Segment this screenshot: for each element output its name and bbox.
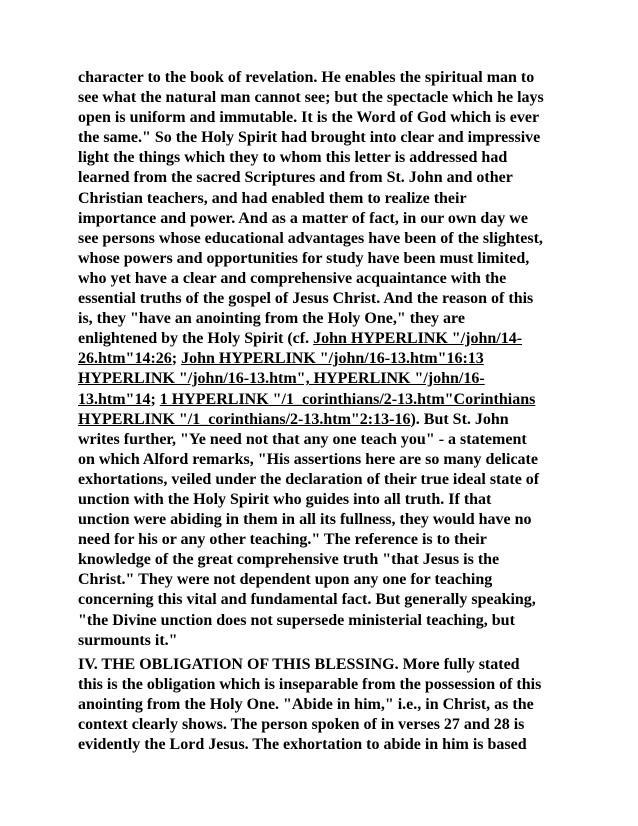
text-line: context clearly shows. The person spoken of in verses 27 and 28 is	[78, 716, 525, 733]
text-line: need for his or any other teaching." The reference is to their	[78, 531, 487, 549]
scripture-link-john-16-13[interactable]: John HYPERLINK "/john/16-13.htm"16:13	[181, 350, 484, 368]
paragraph-obligation	[78, 655, 568, 755]
scripture-link-john-16-13-14[interactable]: HYPERLINK "/john/16-13.htm", HYPERLINK "/john/16-	[78, 370, 485, 388]
text-line: essential truths of the gospel of Jesus Christ. And the reason of this	[78, 290, 534, 308]
text-line: see persons whose educational advantages have been of the slightest,	[78, 229, 543, 247]
paragraph-commentary	[78, 68, 568, 651]
text-line	[78, 390, 568, 410]
text-line: who yet have a clear and comprehensive acquaintance with the	[78, 269, 507, 287]
text-line: concerning this vital and fundamental fact. But generally speaking,	[78, 591, 536, 609]
text-line: writes further, "Ye need not that any one teach you" - a statement	[78, 430, 527, 448]
text-line: open is uniform and immutable. It is the Word of God which is ever	[78, 109, 540, 127]
text-line: the same." So the Holy Spirit had brought into clear and impressive	[78, 129, 541, 147]
text-line: knowledge of the great comprehensive truth "that Jesus is the	[78, 551, 500, 569]
text-line	[78, 369, 568, 389]
text-line: learned from the sacred Scriptures and from St. John and other	[78, 169, 513, 187]
text-line: whose powers and opportunities for study have been must limited,	[78, 249, 530, 267]
text-line: surmounts it."	[78, 631, 178, 649]
text-line	[78, 329, 568, 349]
text-line: see what the natural man cannot see; but the spectacle which he lays	[78, 89, 544, 107]
scripture-link-john-16-13-14-cont[interactable]: 13.htm"14	[78, 390, 151, 408]
text-line: anointing from the Holy One. "Abide in him," i.e., in Christ, as the	[78, 695, 534, 713]
text-line: unction were abiding in them in all its fullness, they would have no	[78, 511, 532, 529]
text-line: Christ." They were not dependent upon any one for teaching	[78, 571, 493, 589]
text-line: exhortations, veiled under the declaration of their true ideal state of	[78, 470, 540, 488]
text-line: on which Alford remarks, "His assertions here are so many delicate	[78, 450, 538, 468]
link-separator: ;	[171, 350, 182, 368]
document-page	[78, 68, 568, 755]
text-line: character to the book of revelation. He enables the spiritual man to	[78, 69, 535, 86]
text-line: this is the obligation which is inseparable from the possession of this	[78, 675, 542, 693]
text-line: importance and power. And as a matter of fact, in our own day we	[78, 209, 528, 227]
text-line: "the Divine unction does not supersede ministerial teaching, but	[78, 611, 515, 629]
text-segment: enlightened by the Holy Spirit (cf.	[78, 330, 314, 348]
text-line: light the things which they to whom this letter is addressed had	[78, 149, 508, 167]
text-line: is, they "have an anointing from the Holy One," they are	[78, 310, 465, 328]
text-line: evidently the Lord Jesus. The exhortation to abide in him is based	[78, 736, 527, 754]
text-line: unction with the Holy Spirit who guides into all truth. If that	[78, 490, 492, 508]
text-line: Christian teachers, and had enabled them to realize their	[78, 189, 467, 207]
text-line	[78, 410, 568, 430]
scripture-link-1-corinthians-2-13-16[interactable]: HYPERLINK "/1_corinthians/2-13.htm"2:13-16	[78, 410, 411, 428]
scripture-link-1-corinthians[interactable]: 1 HYPERLINK "/1_corinthians/2-13.htm"Corinthians	[159, 390, 536, 408]
text-line	[78, 349, 568, 369]
scripture-link-john-14-26-cont[interactable]: 26.htm"14:26	[78, 350, 172, 368]
link-separator: ;	[150, 390, 160, 408]
text-segment: ). But St. John	[410, 410, 509, 428]
scripture-link-john-14-26[interactable]: John HYPERLINK "/john/14-	[313, 330, 523, 348]
section-heading-line: IV. THE OBLIGATION OF THIS BLESSING. More fully stated	[78, 655, 520, 673]
